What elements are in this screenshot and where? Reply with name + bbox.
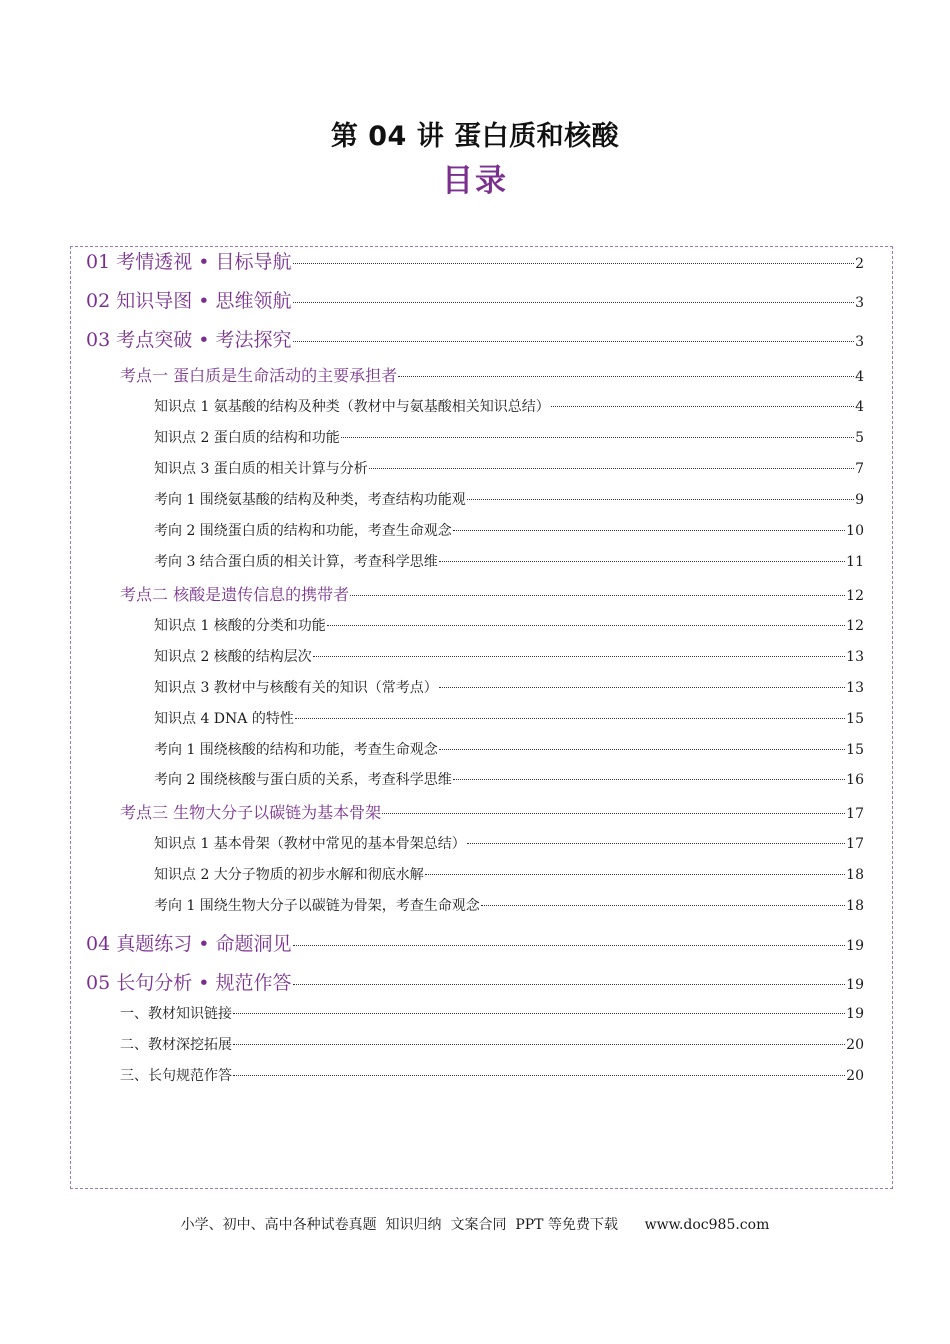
toc-dot-leader — [467, 843, 845, 844]
toc-section-entry[interactable] — [86, 247, 864, 274]
toc-entry-label: 考点三 生物大分子以碳链为基本骨架 — [120, 803, 382, 822]
toc-dot-leader — [382, 813, 845, 814]
toc-page-number: 13 — [846, 649, 864, 665]
toc-entry-label: 考向 3 结合蛋白质的相关计算，考查科学思维 — [154, 554, 438, 570]
toc-entry-label: 知识点 1 核酸的分类和功能 — [154, 618, 326, 634]
toc-page-number: 9 — [855, 492, 864, 508]
toc-dot-leader — [313, 656, 845, 657]
toc-page-number: 3 — [855, 295, 864, 311]
toc-entry-label: 考向 1 围绕生物大分子以碳链为骨架，考查生命观念 — [154, 898, 480, 914]
toc-dot-leader — [293, 263, 855, 264]
toc-topic-entry[interactable] — [120, 363, 864, 386]
toc-page-number: 20 — [846, 1068, 864, 1084]
toc-entry-label: 考向 1 围绕核酸的结构和功能，考查生命观念 — [154, 742, 438, 758]
toc-subsection-entry[interactable] — [120, 1003, 864, 1023]
toc-entry-label: 考点二 核酸是遗传信息的携带者 — [120, 585, 350, 604]
toc-dot-leader — [467, 499, 854, 500]
toc-page-number: 7 — [855, 461, 864, 477]
toc-page-number: 19 — [846, 977, 864, 993]
toc-page-number: 19 — [846, 938, 864, 954]
toc-dot-leader — [341, 437, 854, 438]
toc-dot-leader — [233, 1044, 845, 1045]
toc-entry-label: 考向 2 围绕核酸与蛋白质的关系，考查科学思维 — [154, 772, 452, 788]
toc-section-entry[interactable] — [86, 929, 864, 956]
toc-page-number: 17 — [846, 836, 864, 852]
toc-page-number: 4 — [855, 399, 864, 415]
toc-section-entry[interactable] — [86, 968, 864, 995]
toc-entry-label: 知识点 1 氨基酸的结构及种类（教材中与氨基酸相关知识总结） — [154, 399, 550, 415]
toc-entry-label: 考点一 蛋白质是生命活动的主要承担者 — [120, 366, 398, 385]
toc-subsection-entry[interactable] — [120, 1034, 864, 1054]
toc-dot-leader — [327, 625, 845, 626]
toc-page-number: 4 — [855, 369, 864, 385]
toc-subtopic-entry[interactable] — [154, 708, 864, 728]
toc-entry-label: 03 考点突破 • 考法探究 — [86, 329, 292, 351]
toc-entry-label: 知识点 2 蛋白质的结构和功能 — [154, 430, 340, 446]
toc-page-number: 18 — [846, 898, 864, 914]
toc-page-number: 10 — [846, 523, 864, 539]
toc-subtopic-entry[interactable] — [154, 895, 864, 915]
toc-dot-leader — [369, 468, 854, 469]
toc-dot-leader — [350, 595, 845, 596]
toc-page-number: 12 — [846, 618, 864, 634]
toc-subtopic-entry[interactable] — [154, 769, 864, 789]
toc-subtopic-entry[interactable] — [154, 646, 864, 666]
toc-dot-leader — [439, 687, 845, 688]
toc-subtopic-entry[interactable] — [154, 489, 864, 509]
toc-dot-leader — [481, 905, 845, 906]
toc-subtopic-entry[interactable] — [154, 396, 864, 416]
document-title: 第 04 讲 蛋白质和核酸 — [330, 121, 620, 152]
toc-page-number: 3 — [855, 334, 864, 350]
toc-dot-leader — [439, 561, 845, 562]
toc-subtopic-entry[interactable] — [154, 551, 864, 571]
toc-entry-label: 知识点 3 蛋白质的相关计算与分析 — [154, 461, 368, 477]
toc-page-number: 5 — [855, 430, 864, 446]
toc-dot-leader — [233, 1013, 845, 1014]
toc-dot-leader — [425, 874, 845, 875]
toc-dot-leader — [293, 945, 846, 946]
toc-subtopic-entry[interactable] — [154, 520, 864, 540]
toc-dot-leader — [453, 530, 845, 531]
toc-page-number: 17 — [846, 806, 864, 822]
toc-page-number: 13 — [846, 680, 864, 696]
toc-entry-label: 01 考情透视 • 目标导航 — [86, 251, 292, 273]
toc-subtopic-entry[interactable] — [154, 615, 864, 635]
toc-entry-label: 知识点 1 基本骨架（教材中常见的基本骨架总结） — [154, 836, 466, 852]
toc-page-number: 11 — [846, 554, 864, 570]
toc-subtopic-entry[interactable] — [154, 677, 864, 697]
toc-page-number: 19 — [846, 1006, 864, 1022]
toc-dot-leader — [453, 779, 845, 780]
toc-entry-label: 知识点 3 教材中与核酸有关的知识（常考点） — [154, 680, 438, 696]
toc-entry-label: 考向 1 围绕氨基酸的结构及种类，考查结构功能观 — [154, 492, 466, 508]
toc-topic-entry[interactable] — [120, 582, 864, 605]
toc-section-entry[interactable] — [86, 325, 864, 352]
toc-dot-leader — [439, 749, 845, 750]
toc-subsection-entry[interactable] — [120, 1065, 864, 1085]
toc-entry-label: 知识点 4 DNA 的特性 — [154, 711, 294, 727]
toc-topic-entry[interactable] — [120, 800, 864, 823]
toc-page-number: 12 — [846, 588, 864, 604]
toc-entry-label: 一、教材知识链接 — [120, 1006, 232, 1022]
toc-entry-label: 二、教材深挖拓展 — [120, 1037, 232, 1053]
toc-entry-label: 05 长句分析 • 规范作答 — [86, 972, 292, 994]
toc-heading: 目录 — [442, 163, 508, 199]
toc-page-number: 15 — [846, 711, 864, 727]
toc-dot-leader — [293, 984, 846, 985]
toc-page-number: 2 — [855, 256, 864, 272]
toc-subtopic-entry[interactable] — [154, 427, 864, 447]
toc-dot-leader — [398, 376, 854, 377]
toc-dot-leader — [293, 341, 855, 342]
toc-entry-label: 考向 2 围绕蛋白质的结构和功能，考查生命观念 — [154, 523, 452, 539]
toc-page-number: 16 — [846, 772, 864, 788]
toc-subtopic-entry[interactable] — [154, 739, 864, 759]
toc-dot-leader — [233, 1075, 845, 1076]
toc-subtopic-entry[interactable] — [154, 458, 864, 478]
toc-dot-leader — [295, 718, 845, 719]
toc-dot-leader — [551, 406, 854, 407]
toc-entry-label: 三、长句规范作答 — [120, 1068, 232, 1084]
toc-entry-label: 02 知识导图 • 思维领航 — [86, 290, 292, 312]
toc-page-number: 18 — [846, 867, 864, 883]
toc-subtopic-entry[interactable] — [154, 833, 864, 853]
toc-subtopic-entry[interactable] — [154, 864, 864, 884]
toc-entry-label: 04 真题练习 • 命题洞见 — [86, 933, 292, 955]
toc-page-number: 20 — [846, 1037, 864, 1053]
toc-section-entry[interactable] — [86, 286, 864, 313]
toc-entry-label: 知识点 2 核酸的结构层次 — [154, 649, 312, 665]
toc-dot-leader — [293, 302, 855, 303]
page-footer: 小学、初中、高中各种试卷真题 知识归纳 文案合同 PPT 等免费下载 www.doc985.com — [180, 1217, 770, 1233]
toc-page-number: 15 — [846, 742, 864, 758]
toc-entry-label: 知识点 2 大分子物质的初步水解和彻底水解 — [154, 867, 424, 883]
